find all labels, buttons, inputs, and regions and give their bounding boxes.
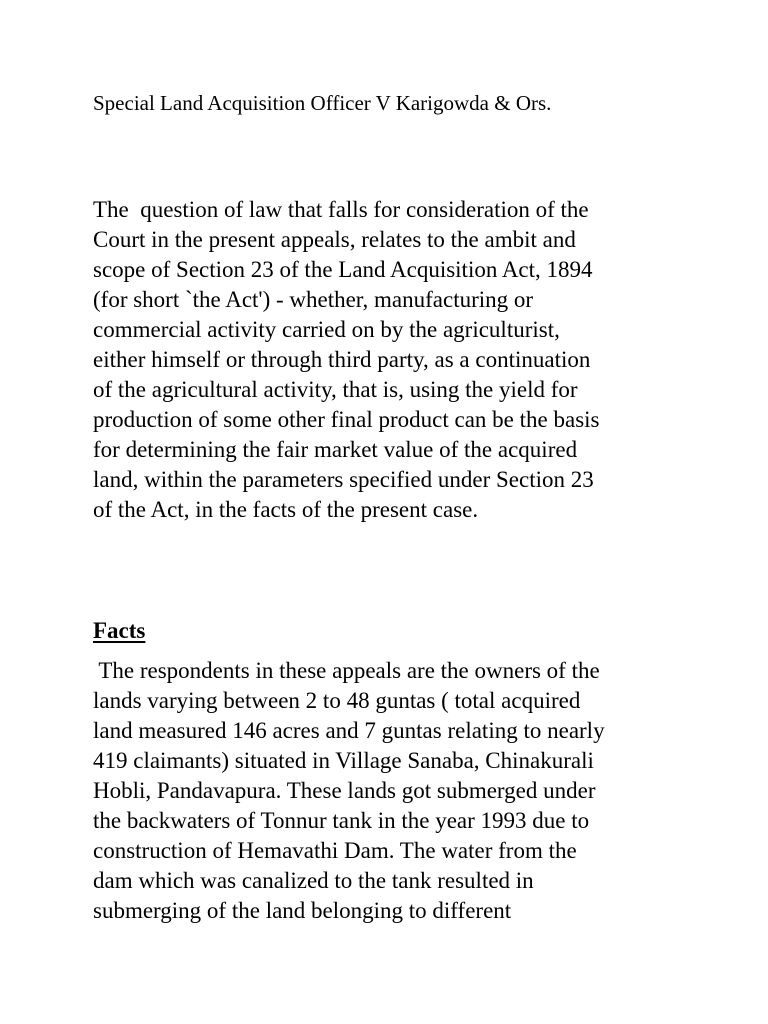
paragraph-line: production of some other final product can be the basis — [93, 407, 600, 432]
paragraph-line: submerging of the land belonging to different — [93, 898, 512, 923]
paragraph-line: land, within the parameters specified under Section 23 — [93, 467, 594, 492]
paragraph-line: of the Act, in the facts of the present case. — [93, 497, 479, 522]
paragraph-line: scope of Section 23 of the Land Acquisition Act, 1894 — [93, 257, 593, 282]
paragraph-line: construction of Hemavathi Dam. The water from the — [93, 838, 577, 863]
paragraph-line: of the agricultural activity, that is, using the yield for — [93, 377, 578, 402]
paragraph-line: either himself or through third party, as a continuation — [93, 347, 591, 372]
intro-paragraph — [93, 195, 600, 525]
case-title: Special Land Acquisition Officer V Karigowda & Ors. — [93, 91, 552, 115]
paragraph-line: Court in the present appeals, relates to the ambit and — [93, 227, 576, 252]
paragraph-line: for determining the fair market value of the acquired — [93, 437, 578, 462]
paragraph-line: the backwaters of Tonnur tank in the year 1993 due to — [93, 808, 590, 833]
paragraph-line: (for short `the Act') - whether, manufacturing or — [93, 287, 534, 312]
facts-heading: Facts — [93, 618, 146, 643]
facts-paragraph — [93, 656, 605, 926]
paragraph-line: lands varying between 2 to 48 guntas ( total acquired — [93, 688, 581, 713]
paragraph-line: The question of law that falls for consideration of the — [93, 197, 589, 222]
paragraph-line: Hobli, Pandavapura. These lands got submerged under — [93, 778, 596, 803]
paragraph-line: commercial activity carried on by the agriculturist, — [93, 317, 560, 342]
paragraph-line: The respondents in these appeals are the owners of the — [93, 658, 600, 683]
paragraph-line: dam which was canalized to the tank resulted in — [93, 868, 534, 893]
paragraph-line: 419 claimants) situated in Village Sanaba, Chinakurali — [93, 748, 594, 773]
paragraph-line: land measured 146 acres and 7 guntas relating to nearly — [93, 718, 605, 743]
